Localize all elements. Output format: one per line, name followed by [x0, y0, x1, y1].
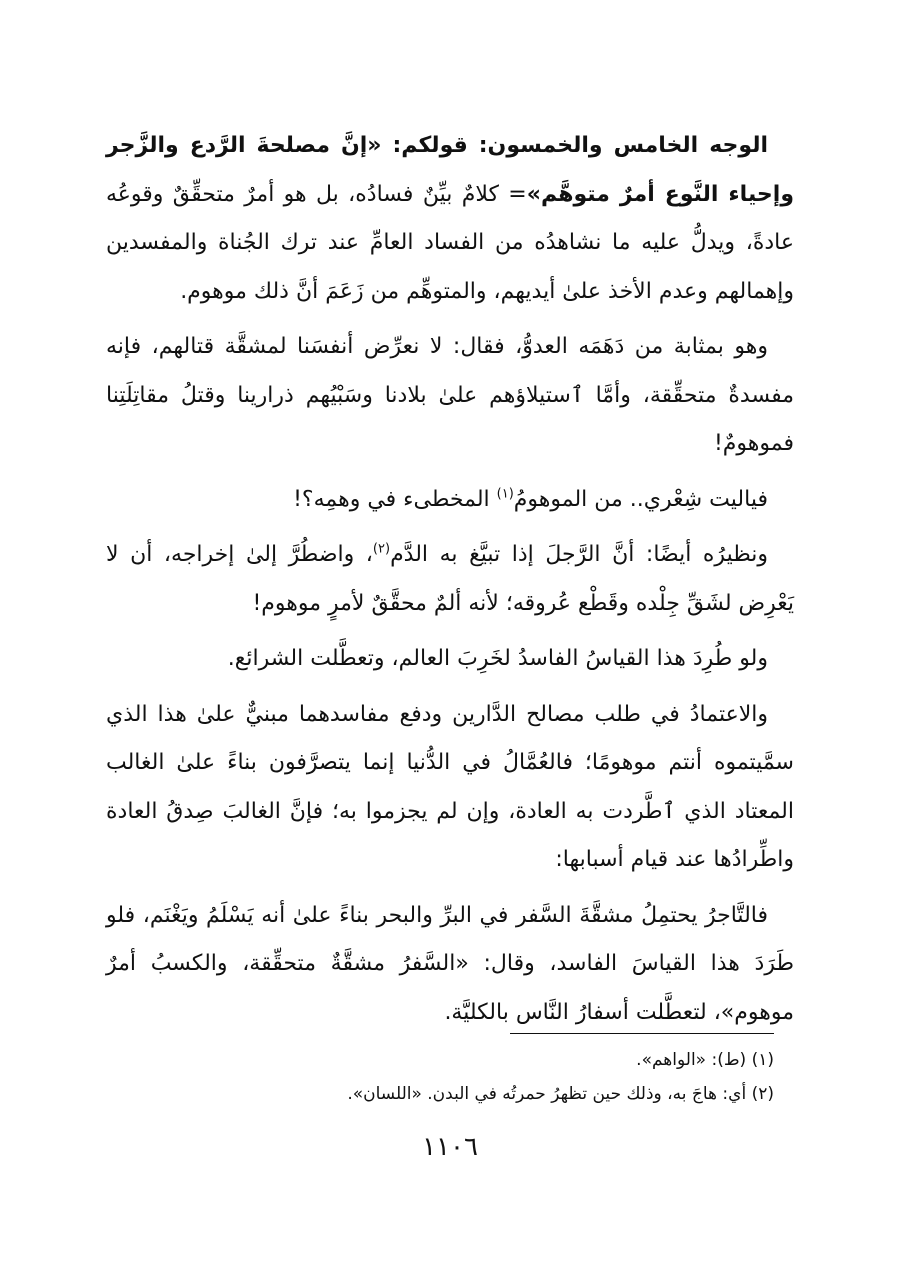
footnote-1: (١) (ط): «الواهم».	[636, 1050, 774, 1070]
footnote-2: (٢) أي: هاجَ به، وذلك حين تظهرُ حمرتُه في البدن. «اللسان».	[347, 1084, 774, 1104]
footnotes	[106, 1043, 774, 1111]
paragraph-1	[106, 122, 794, 316]
paragraph-3-text-start: فياليت شِعْري.. من الموهومُ	[513, 486, 768, 512]
paragraph-5: ولو طُرِدَ هذا القياسُ الفاسدُ لخَرِبَ العالم، وتعطَّلت الشرائع.	[227, 646, 768, 671]
paragraph-3-text-end: المخطىء في وهمِه؟!	[293, 486, 497, 512]
paragraph-7: فالتَّاجرُ يحتمِلُ مشقَّةَ السَّفر في البرِّ والبحر بناءً علىٰ أنه يَسْلَمُ ويَغْنَم، فلو طَرَدَ هذا القياسَ الفاسد، وقال: «السَّفرُ مشقَّةٌ متحقِّقة، والكسبُ أمرٌ موهوم»، لتعطَّلت أسفارُ النَّاس بالكليَّة.	[106, 902, 794, 1025]
paragraph-3	[106, 476, 794, 525]
paragraph-4	[106, 531, 794, 628]
footnote-ref-1[interactable]: (١)	[496, 486, 514, 502]
page-number: ١١٠٦	[422, 1132, 478, 1162]
paragraph-4-text-end: ، واضطُرَّ إلىٰ إخراجه، أن لا يَعْرِض لشَقِّ جِلْده وقَطْع عُروقه؛ لأنه ألمٌ محقَّقٌ لأمرٍ موهوم!	[106, 542, 794, 616]
footnote-ref-2[interactable]: (٢)	[372, 541, 391, 557]
paragraph-1-body: = كلامٌ بيِّنٌ فسادُه، بل هو أمرٌ متحقِّقٌ وقوعُه عادةً، ويدلُّ عليه ما نشاهدُه من الفساد العامِّ عند ترك الجُناة والمفسدين وإهمالهم وعدم الأخذ علىٰ أيديهم، والمتوهِّم من زَعَمَ أنَّ ذلك موهوم.	[106, 181, 794, 304]
paragraph-6: والاعتمادُ في طلب مصالح الدَّارين ودفع مفاسدهما مبنيٌّ علىٰ هذا الذي سمَّيتموه أنتم موهومًا؛ فالعُمَّالُ في الدُّنيا إنما يتصرَّفون بناءً علىٰ الغالب المعتاد الذي ٱطَّردت به العادة، وإن لم يجزموا به؛ فإنَّ الغالبَ صِدقُ العادة واطِّرادُها عند قيام أسبابها:	[106, 701, 794, 872]
paragraph-2: وهو بمثابة من دَهَمَه العدوُّ، فقال: لا نعرِّض أنفسَنا لمشقَّة قتالهم، فإنه مفسدةٌ متحقِّقة، وأمَّا ٱستيلاؤهم علىٰ بلادنا وسَبْيُهم ذرارينا وقتلُ مقاتِلَتِنا فموهومٌ!	[106, 334, 794, 456]
footnote-divider	[510, 1033, 774, 1034]
paragraph-1-heading: الوجه الخامس والخمسون: قولكم: «إنَّ مصلحةَ الرَّدع والزَّجر وإحياء النَّوع أمرٌ متوهَّم»	[106, 133, 794, 207]
main-text	[106, 122, 794, 1044]
paragraph-4-text-start: ونظيرُه أيضًا: أنَّ الرَّجلَ إذا تبيَّغ به الدَّم	[390, 542, 768, 567]
